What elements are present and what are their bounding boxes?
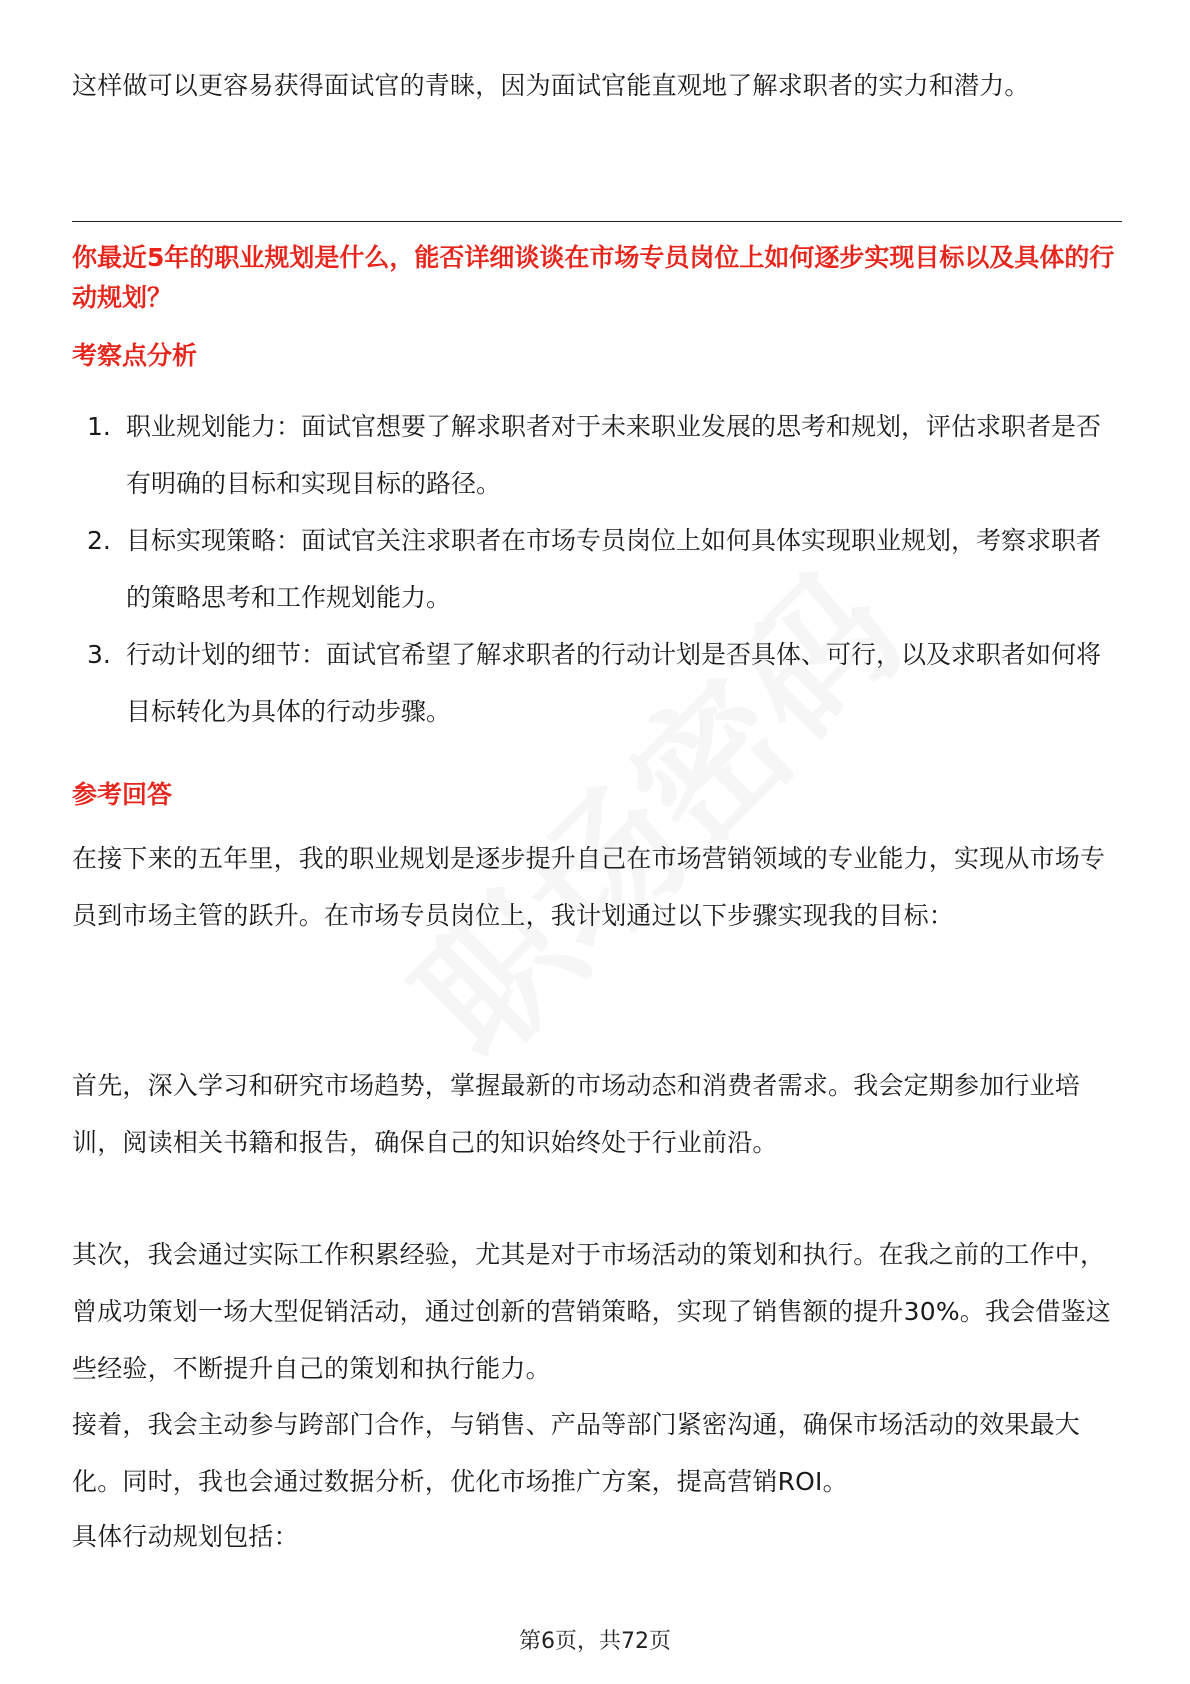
analysis-item (72, 398, 1122, 512)
answer-paragraph: 具体行动规划包括： (72, 1522, 299, 1551)
analysis-item-number: 3. (87, 640, 111, 669)
analysis-item-text: 目标实现策略：面试官关注求职者在市场专员岗位上如何具体实现职业规划，考察求职者的策略思考和工作规划能力。 (126, 526, 1102, 612)
analysis-item-number: 2. (87, 526, 111, 555)
analysis-item-text: 行动计划的细节：面试官希望了解求职者的行动计划是否具体、可行，以及求职者如何将目标转化为具体的行动步骤。 (126, 640, 1102, 726)
analysis-item (72, 512, 1122, 626)
analysis-item (72, 626, 1122, 740)
answer-heading: 参考回答 (72, 780, 173, 809)
page-indicator: 第6页，共72页 (519, 1629, 671, 1654)
analysis-item-number: 1. (87, 412, 111, 441)
answer-paragraph: 首先，深入学习和研究市场趋势，掌握最新的市场动态和消费者需求。我会定期参加行业培训，阅读相关书籍和报告，确保自己的知识始终处于行业前沿。 (72, 1071, 1081, 1157)
intro-paragraph: 这样做可以更容易获得面试官的青睐，因为面试官能直观地了解求职者的实力和潜力。 (72, 71, 1030, 100)
analysis-list (72, 398, 1122, 740)
analysis-item-text: 职业规划能力：面试官想要了解求职者对于未来职业发展的思考和规划，评估求职者是否有明确的目标和实现目标的路径。 (126, 412, 1102, 498)
analysis-heading: 考察点分析 (72, 341, 198, 370)
answer-paragraph: 接着，我会主动参与跨部门合作，与销售、产品等部门紧密沟通，确保市场活动的效果最大化。同时，我也会通过数据分析，优化市场推广方案，提高营销ROI。 (72, 1410, 1081, 1496)
answer-paragraph: 在接下来的五年里，我的职业规划是逐步提升自己在市场营销领域的专业能力，实现从市场专员到市场主管的跃升。在市场专员岗位上，我计划通过以下步骤实现我的目标： (72, 844, 1106, 930)
section-divider (72, 221, 1122, 222)
answer-paragraph: 其次，我会通过实际工作积累经验，尤其是对于市场活动的策划和执行。在我之前的工作中，曾成功策划一场大型促销活动，通过创新的营销策略，实现了销售额的提升30%。我会借鉴这些经验，不断提升自己的策划和执行能力。 (72, 1240, 1111, 1383)
question-title: 你最近5年的职业规划是什么，能否详细谈谈在市场专员岗位上如何逐步实现目标以及具体的行动规划？ (72, 243, 1115, 312)
